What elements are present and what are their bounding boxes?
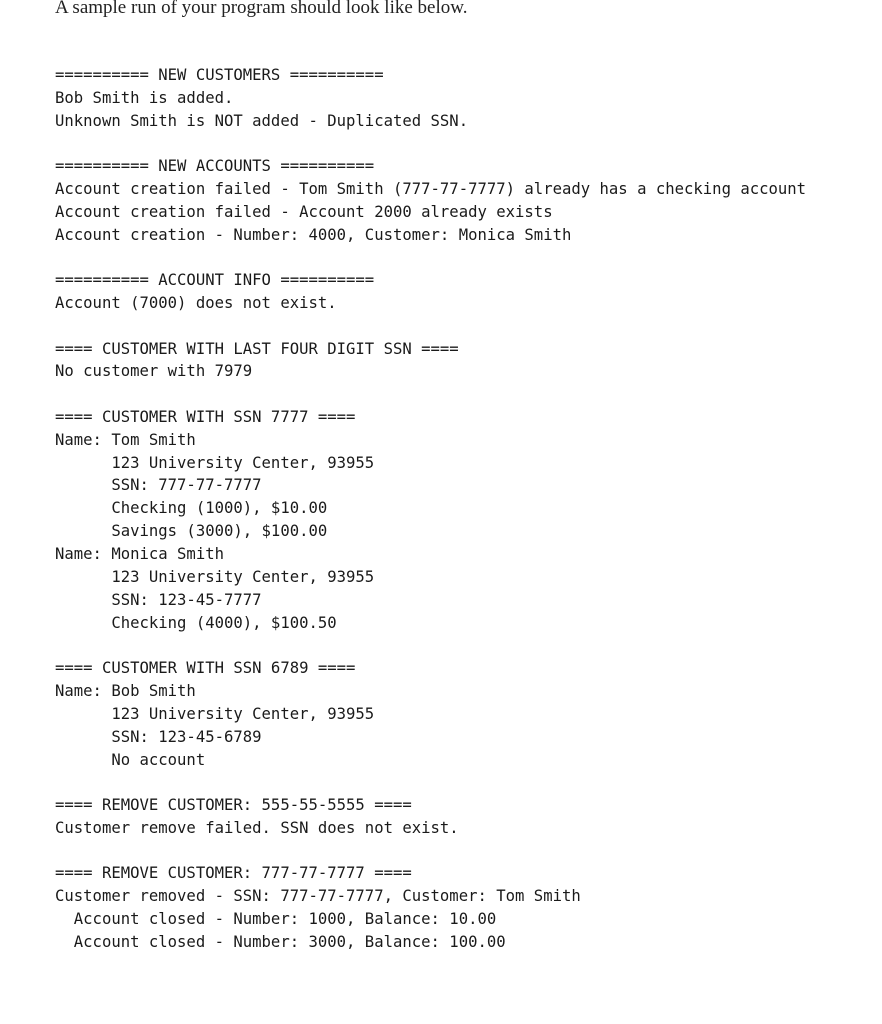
output-line: Account closed - Number: 3000, Balance: 100.00 bbox=[55, 933, 506, 952]
section-header-ssn-6789: ==== CUSTOMER WITH SSN 6789 ==== bbox=[55, 659, 356, 678]
output-line: Checking (1000), $10.00 bbox=[55, 499, 328, 518]
output-line: Name: Tom Smith bbox=[55, 430, 196, 449]
output-line: 123 University Center, 93955 bbox=[55, 568, 375, 587]
output-line: 123 University Center, 93955 bbox=[55, 704, 375, 723]
output-line: Customer removed - SSN: 777-77-7777, Customer: Tom Smith bbox=[55, 887, 581, 906]
output-line: Customer remove failed. SSN does not exist. bbox=[55, 819, 459, 838]
output-line: Account creation failed - Account 2000 already exists bbox=[55, 202, 553, 221]
output-line: Checking (4000), $100.50 bbox=[55, 613, 337, 632]
output-line: SSN: 123-45-6789 bbox=[55, 727, 262, 746]
output-line: Account (7000) does not exist. bbox=[55, 294, 337, 313]
output-line: Account creation - Number: 4000, Customer: Monica Smith bbox=[55, 225, 572, 244]
output-line: Account creation failed - Tom Smith (777-77-7777) already has a checking account bbox=[55, 180, 807, 199]
output-line: Unknown Smith is NOT added - Duplicated SSN. bbox=[55, 111, 469, 130]
section-header-remove-555: ==== REMOVE CUSTOMER: 555-55-5555 ==== bbox=[55, 796, 412, 815]
intro-text: A sample run of your program should look like below. bbox=[55, 0, 468, 18]
output-line: SSN: 777-77-7777 bbox=[55, 476, 262, 495]
section-header-ssn-7777: ==== CUSTOMER WITH SSN 7777 ==== bbox=[55, 407, 356, 426]
sample-run-output bbox=[55, 64, 806, 954]
section-header-new-accounts: ========== NEW ACCOUNTS ========== bbox=[55, 157, 375, 176]
section-header-new-customers: ========== NEW CUSTOMERS ========== bbox=[55, 66, 384, 84]
output-line: 123 University Center, 93955 bbox=[55, 453, 375, 472]
section-header-account-info: ========== ACCOUNT INFO ========== bbox=[55, 271, 375, 290]
output-line: Name: Bob Smith bbox=[55, 682, 196, 701]
output-line: SSN: 123-45-7777 bbox=[55, 590, 262, 609]
section-header-last-four-ssn: ==== CUSTOMER WITH LAST FOUR DIGIT SSN ==== bbox=[55, 339, 459, 358]
output-line: No customer with 7979 bbox=[55, 362, 253, 381]
output-line: Bob Smith is added. bbox=[55, 88, 234, 107]
output-line: Name: Monica Smith bbox=[55, 545, 224, 564]
output-line: No account bbox=[55, 750, 206, 769]
section-header-remove-777: ==== REMOVE CUSTOMER: 777-77-7777 ==== bbox=[55, 864, 412, 883]
output-line: Savings (3000), $100.00 bbox=[55, 522, 328, 541]
output-line: Account closed - Number: 1000, Balance: 10.00 bbox=[55, 910, 497, 929]
